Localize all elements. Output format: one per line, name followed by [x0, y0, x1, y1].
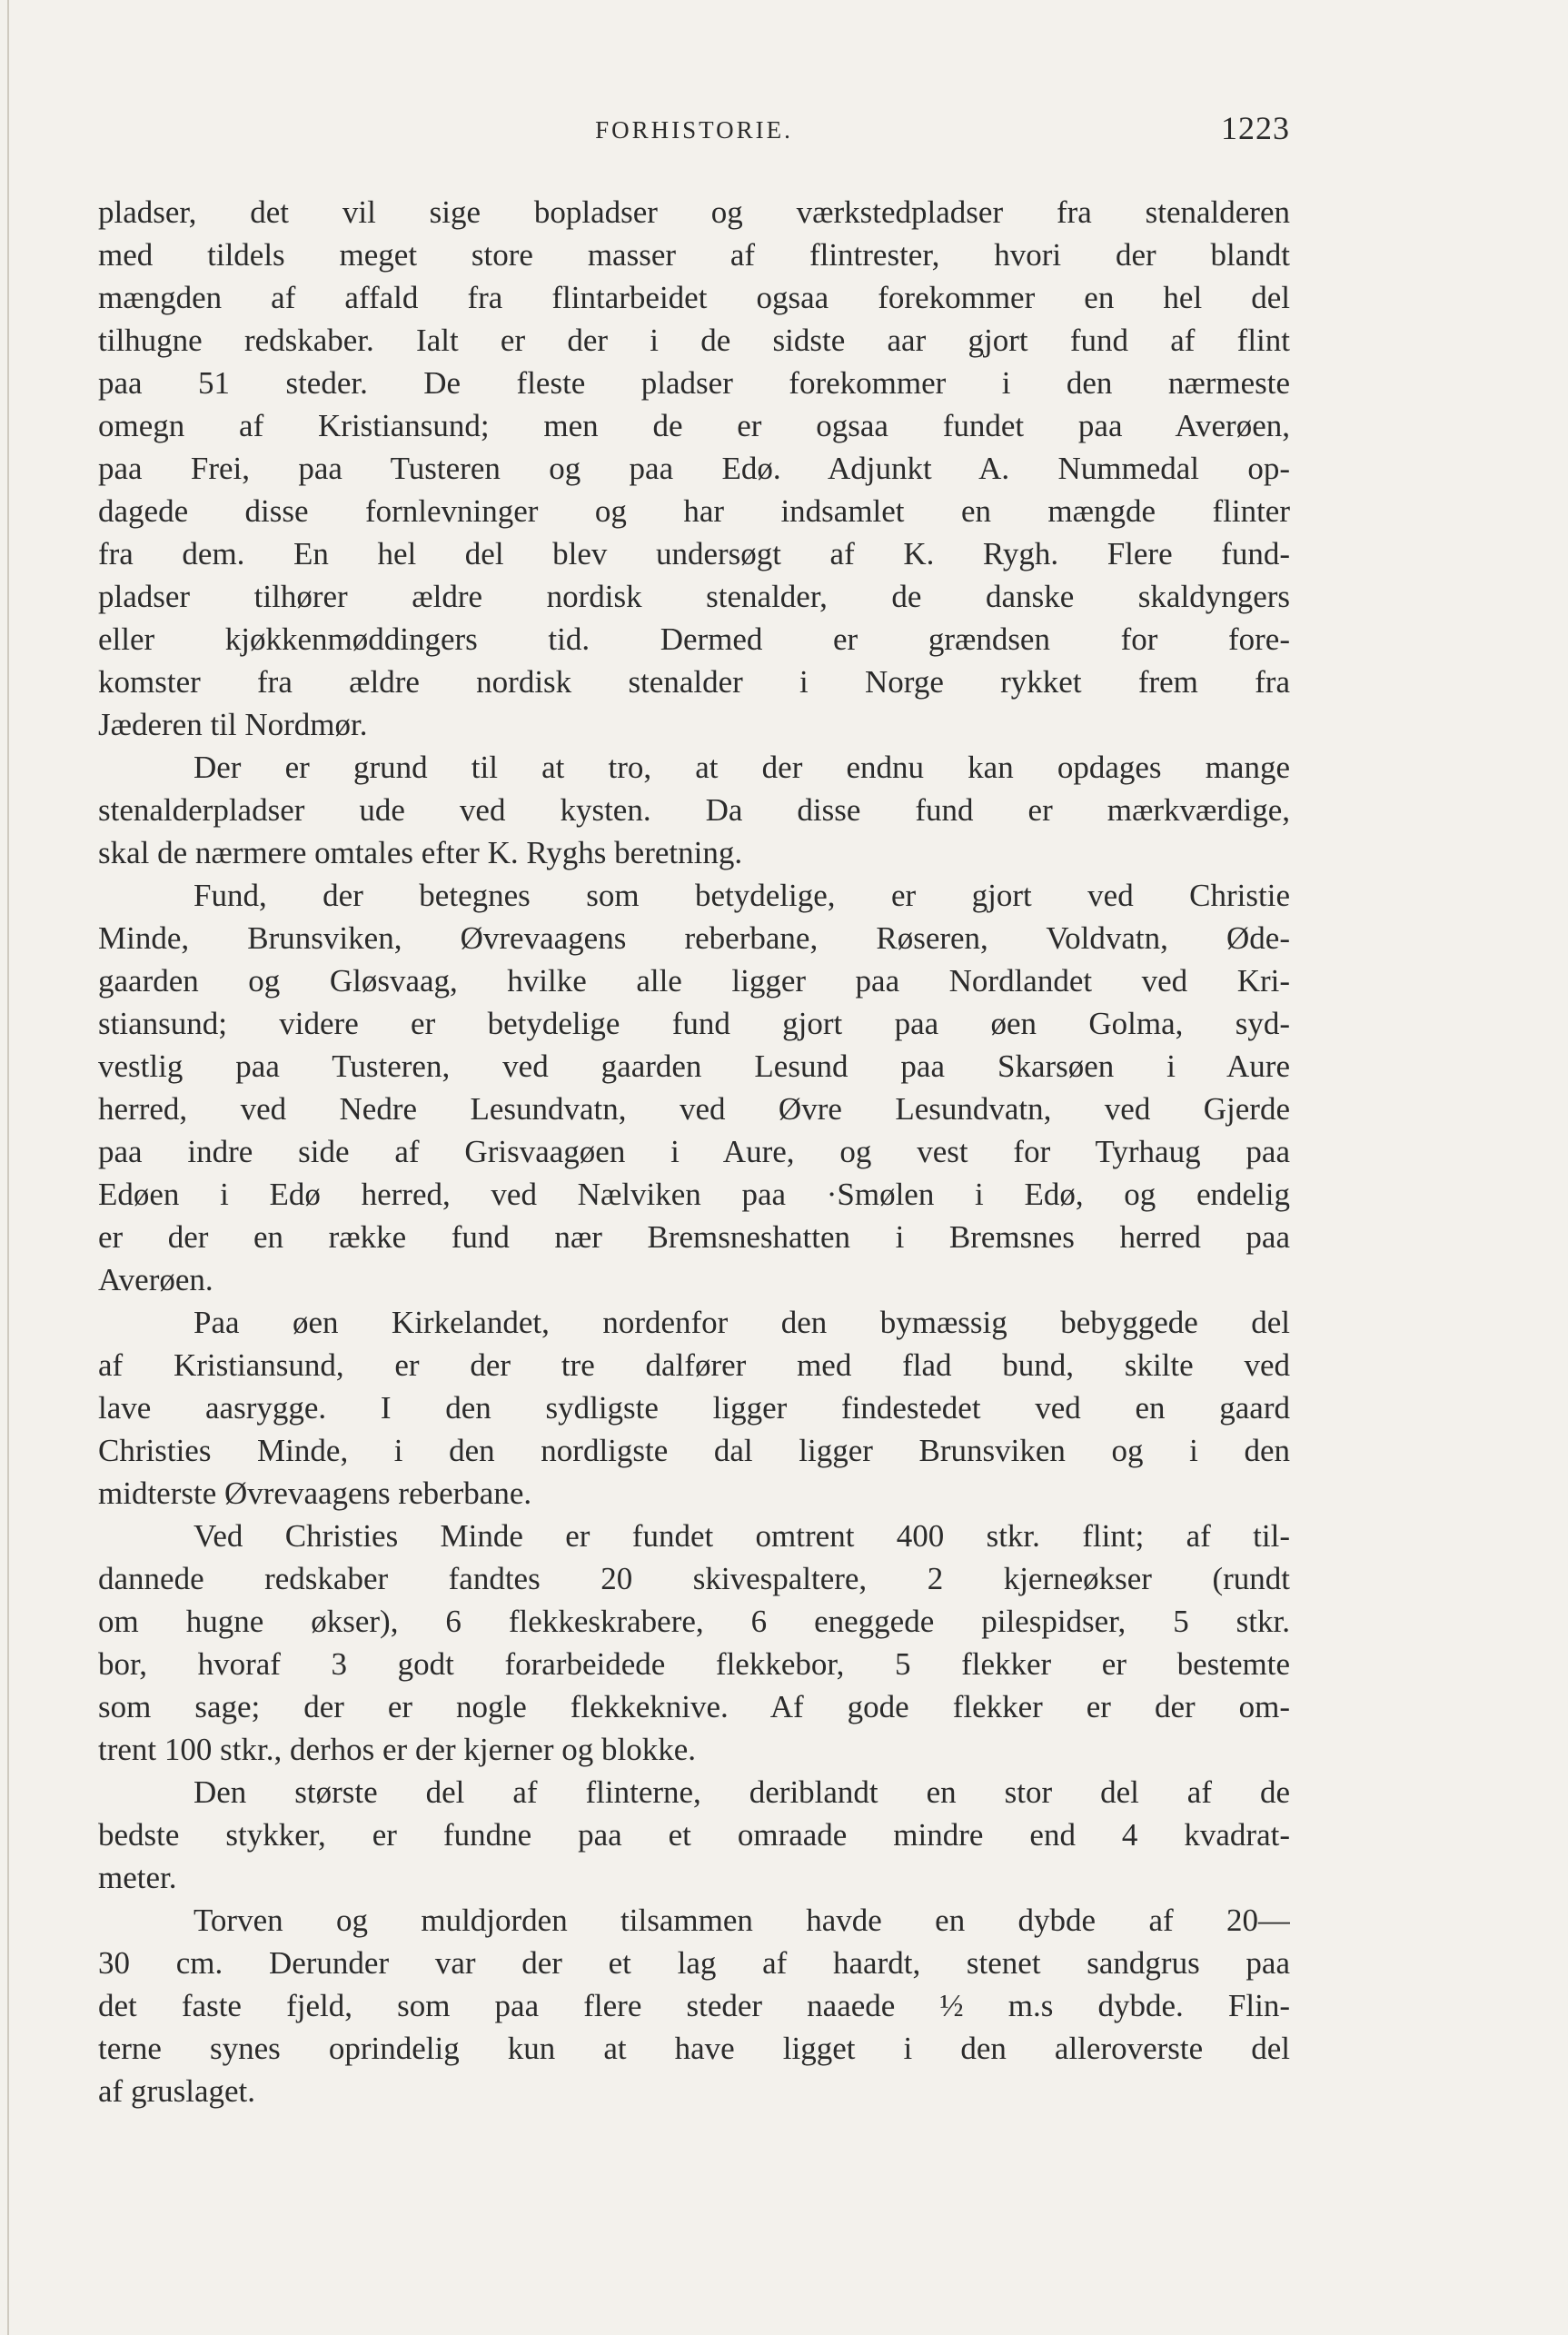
running-title: FORHISTORIE. [595, 116, 793, 144]
text-line: Ved Christies Minde er fundet omtrent 400 stkr. flint; af til- [194, 1518, 1290, 1554]
text-line: Den største del af flinterne, deriblandt en stor del af de [194, 1774, 1290, 1810]
text-line: Der er grund til at tro, at der endnu kan opdages mange [194, 750, 1290, 785]
paragraph [98, 1515, 1290, 1771]
text-line: paa indre side af Grisvaagøen i Aure, og vest for Tyrhaug paa [98, 1134, 1290, 1169]
text-line: stenalderpladser ude ved kysten. Da disse fund er mærkværdige, [98, 792, 1290, 828]
text-line: det faste fjeld, som paa flere steder naaede ½ m.s dybde. Flin- [98, 1988, 1290, 2023]
text-line: bor, hvoraf 3 godt forarbeidede flekkebor, 5 flekker er bestemte [98, 1646, 1290, 1682]
text-line: af Kristiansund, er der tre dalfører med flad bund, skilte ved [98, 1347, 1290, 1383]
text-line: komster fra ældre nordisk stenalder i Norge rykket frem fra [98, 664, 1290, 700]
paragraph [98, 191, 1290, 746]
text-line: Edøen i Edø herred, ved Nælviken paa ·Smølen i Edø, og endelig [98, 1177, 1290, 1212]
text-line: Christies Minde, i den nordligste dal ligger Brunsviken og i den [98, 1433, 1290, 1468]
text-line: paa Frei, paa Tusteren og paa Edø. Adjunkt A. Nummedal op- [98, 451, 1290, 486]
text-line: midterste Øvrevaagens reberbane. [98, 1476, 532, 1511]
text-line: terne synes oprindelig kun at have ligget i den alleroverste del [98, 2031, 1290, 2066]
page-edge [7, 0, 9, 2335]
text-line: Fund, der betegnes som betydelige, er gjort ved Christie [194, 878, 1290, 913]
body-text [98, 191, 1290, 2112]
text-line: Paa øen Kirkelandet, nordenfor den bymæssig bebyggede del [194, 1305, 1290, 1340]
text-line: pladser tilhører ældre nordisk stenalder, de danske skaldyngers [98, 579, 1290, 614]
text-line: tilhugne redskaber. Ialt er der i de sidste aar gjort fund af flint [98, 323, 1290, 358]
text-line: Averøen. [98, 1262, 213, 1297]
paragraph [98, 1301, 1290, 1515]
text-line: Torven og muldjorden tilsammen havde en dybde af 20— [194, 1903, 1290, 1938]
text-line: meter. [98, 1860, 177, 1895]
text-line: som sage; der er nogle flekkeknive. Af gode flekker er der om- [98, 1689, 1290, 1724]
paragraph [98, 874, 1290, 1301]
text-line: om hugne økser), 6 flekkeskrabere, 6 eneggede pilespidser, 5 stkr. [98, 1604, 1290, 1639]
text-line: dagede disse fornlevninger og har indsamlet en mængde flinter [98, 493, 1290, 529]
text-line: pladser, det vil sige bopladser og værkstedpladser fra stenalderen [98, 194, 1290, 230]
text-line: vestlig paa Tusteren, ved gaarden Lesund paa Skarsøen i Aure [98, 1048, 1290, 1084]
text-line: mængden af affald fra flintarbeidet ogsaa forekommer en hel del [98, 280, 1290, 315]
text-line: paa 51 steder. De fleste pladser forekommer i den nærmeste [98, 365, 1290, 401]
page-number: 1223 [1221, 110, 1290, 146]
text-line: omegn af Kristiansund; men de er ogsaa fundet paa Averøen, [98, 408, 1290, 443]
text-line: bedste stykker, er fundne paa et omraade mindre end 4 kvadrat- [98, 1817, 1290, 1853]
text-line: stiansund; videre er betydelige fund gjort paa øen Golma, syd- [98, 1006, 1290, 1041]
text-line: eller kjøkkenmøddingers tid. Dermed er grændsen for fore- [98, 621, 1290, 657]
text-line: fra dem. En hel del blev undersøgt af K. Rygh. Flere fund- [98, 536, 1290, 571]
text-line: med tildels meget store masser af flintrester, hvori der blandt [98, 237, 1290, 273]
text-line: Jæderen til Nordmør. [98, 707, 368, 742]
text-line: skal de nærmere omtales efter K. Ryghs beretning. [98, 835, 743, 870]
text-line: af gruslaget. [98, 2073, 255, 2109]
text-line: lave aasrygge. I den sydligste ligger findestedet ved en gaard [98, 1390, 1290, 1426]
text-line: dannede redskaber fandtes 20 skivespaltere, 2 kjerneøkser (rundt [98, 1561, 1290, 1596]
text-line: gaarden og Gløsvaag, hvilke alle ligger paa Nordlandet ved Kri- [98, 963, 1290, 999]
text-line: 30 cm. Derunder var der et lag af haardt, stenet sandgrus paa [98, 1945, 1290, 1981]
paragraph [98, 1771, 1290, 1899]
page-header [98, 109, 1290, 154]
paragraph [98, 1899, 1290, 2112]
text-line: herred, ved Nedre Lesundvatn, ved Øvre Lesundvatn, ved Gjerde [98, 1091, 1290, 1127]
paragraph [98, 746, 1290, 874]
text-line: Minde, Brunsviken, Øvrevaagens reberbane, Røseren, Voldvatn, Øde- [98, 920, 1290, 956]
text-line: er der en række fund nær Bremsneshatten i Bremsnes herred paa [98, 1219, 1290, 1255]
text-line: trent 100 stkr., derhos er der kjerner og blokke. [98, 1732, 697, 1767]
